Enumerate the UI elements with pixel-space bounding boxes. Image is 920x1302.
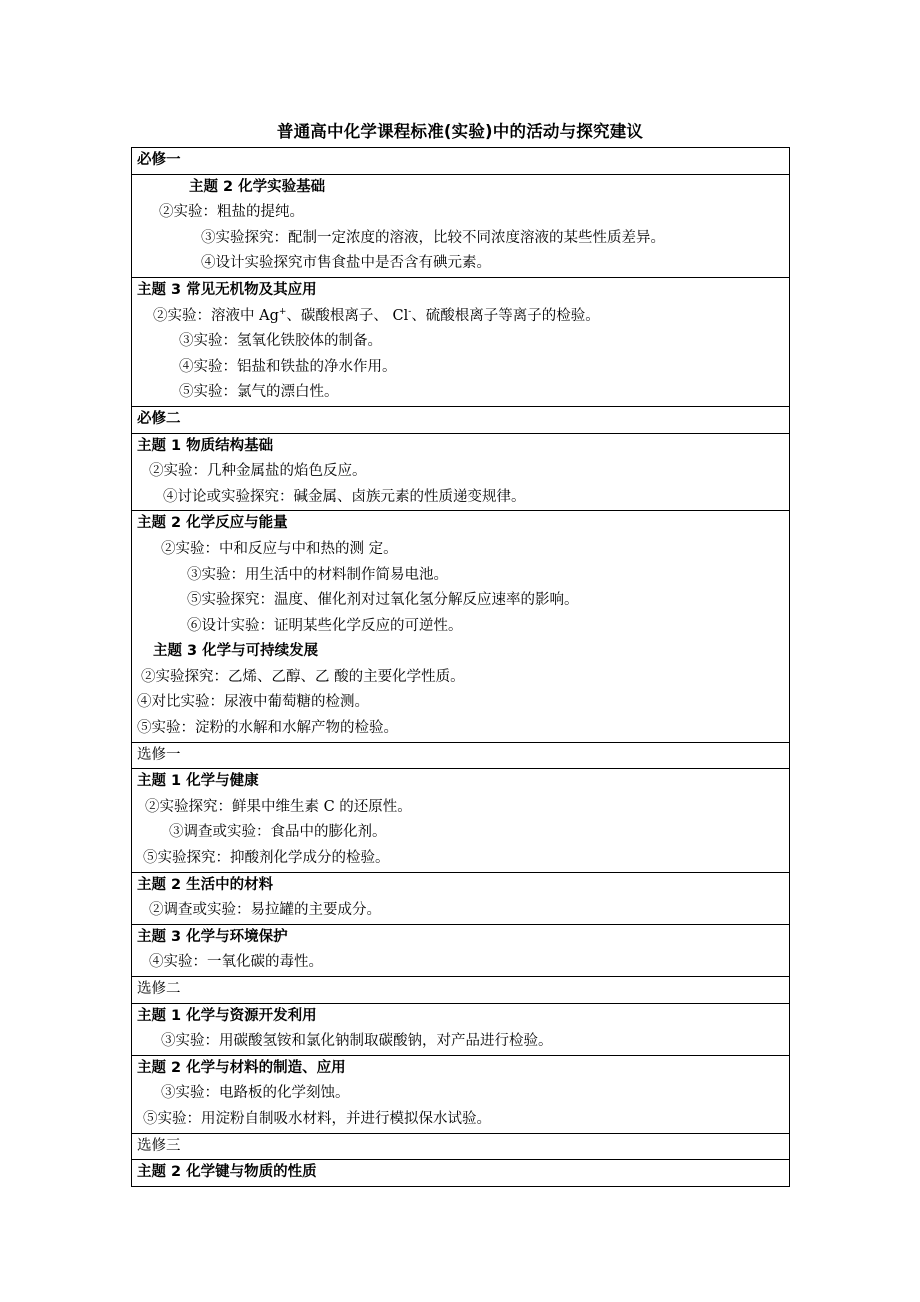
- list-item: ③调查或实验：食品中的膨化剂。: [169, 824, 387, 841]
- list-item: ③实验：氢氧化铁胶体的制备。: [179, 333, 382, 350]
- table-row: [132, 277, 790, 406]
- table-row: [132, 406, 790, 433]
- item-text: 、硫酸根离子等离子的检验。: [411, 307, 600, 324]
- module-header: 选修二: [137, 981, 181, 997]
- list-item: ③实验：电路板的化学刻蚀。: [161, 1085, 350, 1102]
- topic-heading: 主题 2 化学反应与能量: [137, 515, 288, 532]
- table-row: [132, 742, 790, 769]
- table-row: [132, 769, 790, 872]
- table-row: [132, 511, 790, 742]
- item-text: ②实验：溶液中 Ag: [153, 307, 279, 324]
- list-item: ③实验：用碳酸氢铵和氯化钠制取碳酸钠，对产品进行检验。: [161, 1033, 553, 1050]
- superscript: -: [408, 306, 412, 317]
- module-header: 必修一: [137, 152, 181, 168]
- list-item: ④实验：铝盐和铁盐的净水作用。: [179, 358, 397, 375]
- list-item: ⑤实验：氯气的漂白性。: [179, 384, 339, 401]
- table-row: [132, 977, 790, 1004]
- list-item: ④对比实验：尿液中葡萄糖的检测。: [137, 694, 369, 711]
- list-item: ⑤实验：用淀粉自制吸水材料，并进行模拟保水试验。: [143, 1110, 491, 1127]
- table-row: [132, 1160, 790, 1187]
- topic-heading: 主题 2 生活中的材料: [137, 876, 274, 893]
- module-header: 必修二: [137, 410, 181, 427]
- table-row: [132, 148, 790, 175]
- table-row: [132, 924, 790, 976]
- list-item: ②实验：中和反应与中和热的测 定。: [161, 540, 398, 557]
- topic-heading: 主题 3 化学与环境保护: [137, 928, 288, 945]
- list-item: ④实验：一氧化碳的毒性。: [149, 954, 323, 971]
- table-row: [132, 872, 790, 924]
- document-title: 普通高中化学课程标准(实验)中的活动与探究建议: [276, 122, 644, 141]
- list-item: ⑤实验探究：抑酸剂化学成分的检验。: [143, 850, 390, 867]
- list-item: [137, 304, 789, 330]
- list-item: ⑤实验探究：温度、催化剂对过氧化氢分解反应速率的影响。: [187, 592, 579, 609]
- topic-heading: 主题 1 化学与资源开发利用: [137, 1007, 317, 1024]
- table-row: [132, 174, 790, 277]
- list-item: ③实验：用生活中的材料制作简易电池。: [187, 566, 448, 583]
- table-row: [132, 1003, 790, 1055]
- list-item: ②实验探究：乙烯、乙醇、乙 酸的主要化学性质。: [141, 668, 465, 685]
- topic-heading: 主题 2 化学键与物质的性质: [137, 1164, 317, 1181]
- module-header: 选修三: [137, 1137, 181, 1154]
- list-item: ②实验：几种金属盐的焰色反应。: [149, 463, 367, 480]
- topic-heading: 主题 3 常见无机物及其应用: [137, 281, 317, 298]
- topic-heading: 主题 1 化学与健康: [137, 773, 259, 790]
- topic-heading: 主题 1 物质结构基础: [137, 437, 274, 454]
- list-item: ②实验：粗盐的提纯。: [159, 204, 304, 221]
- topic-heading: 主题 2 化学与材料的制造、应用: [137, 1059, 346, 1076]
- list-item: ⑤实验：淀粉的水解和水解产物的检验。: [137, 720, 398, 737]
- list-item: ⑥设计实验：证明某些化学反应的可逆性。: [187, 617, 463, 634]
- list-item: ④设计实验探究市售食盐中是否含有碘元素。: [201, 255, 491, 272]
- item-text: 、碳酸根离子、 Cl: [286, 307, 409, 324]
- table-row: [132, 1133, 790, 1160]
- topic-heading: 主题 3 化学与可持续发展: [153, 643, 319, 660]
- list-item: ②调查或实验：易拉罐的主要成分。: [149, 902, 381, 919]
- list-item: ③实验探究：配制一定浓度的溶液，比较不同浓度溶液的某些性质差异。: [201, 229, 665, 246]
- list-item: ④讨论或实验探究：碱金属、卤族元素的性质递变规律。: [163, 488, 526, 505]
- list-item: ②实验探究：鲜果中维生素 C 的还原性。: [145, 798, 412, 815]
- table-row: [132, 1055, 790, 1133]
- superscript: +: [278, 306, 287, 317]
- activities-table: [131, 147, 790, 1187]
- table-row: [132, 433, 790, 511]
- module-header: 选修一: [137, 746, 181, 763]
- topic-heading: 主题 2 化学实验基础: [189, 178, 326, 195]
